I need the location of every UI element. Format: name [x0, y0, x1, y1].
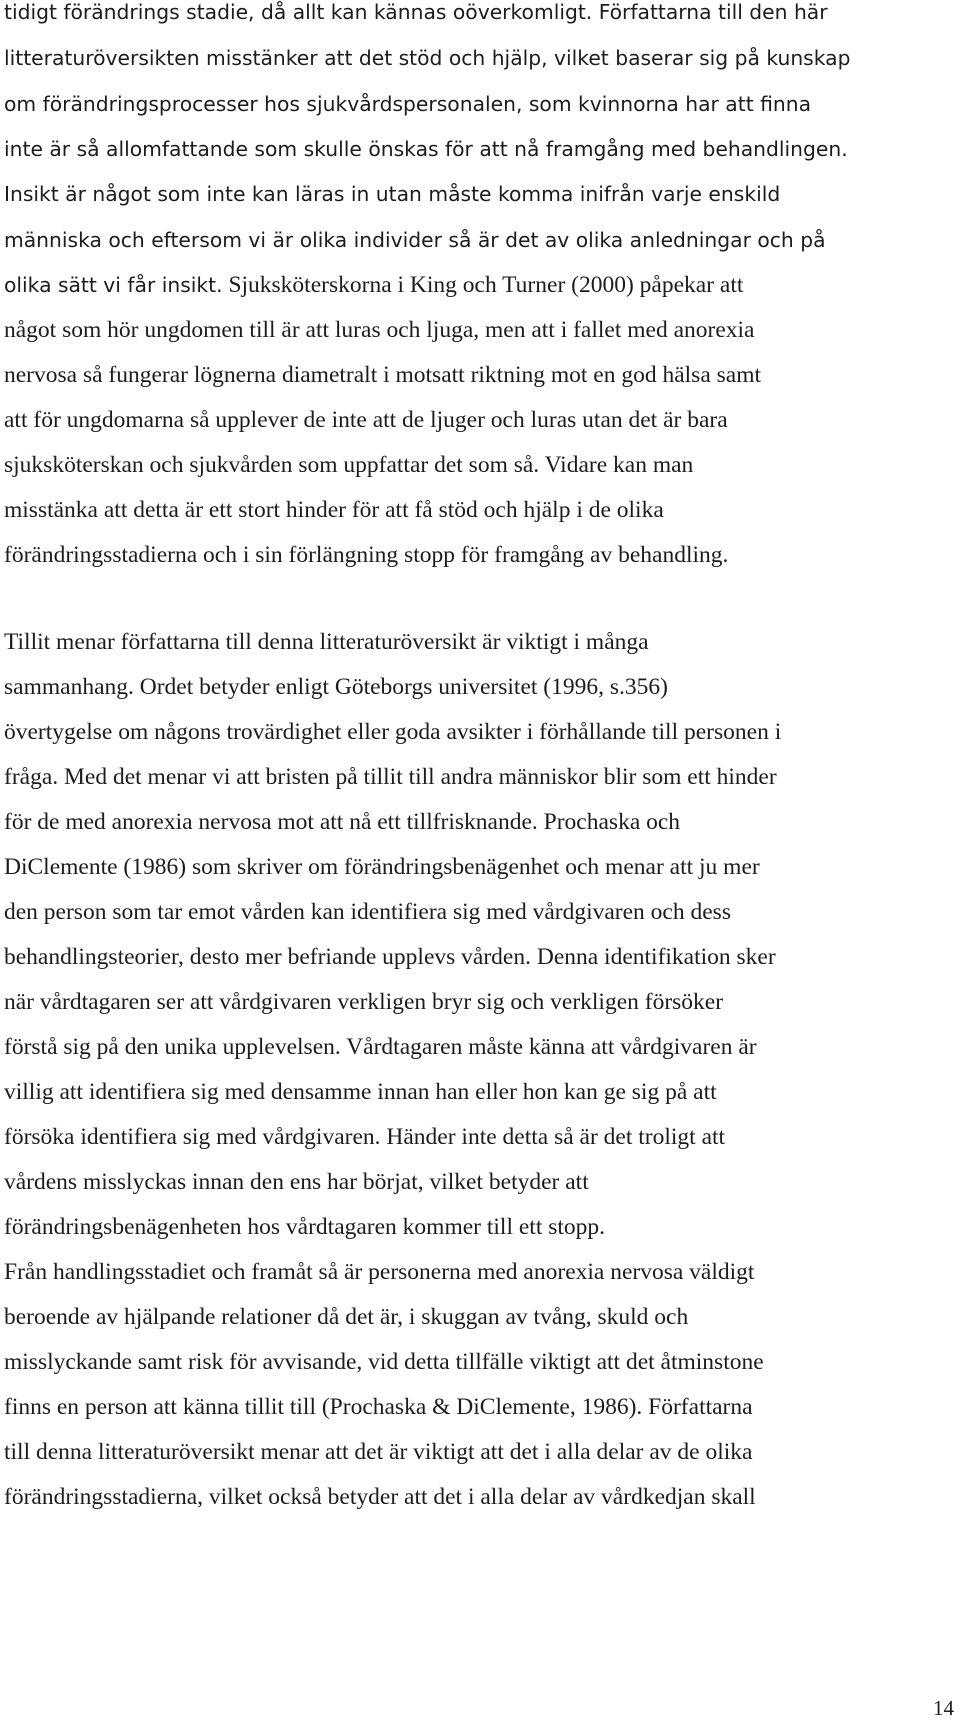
text-line: när vårdtagaren ser att vårdgivaren verkligen bryr sig och verkligen försöker: [4, 989, 724, 1015]
text-segment: olika sätt vi får insikt.: [4, 273, 223, 297]
text-line: Tillit menar författarna till denna litteraturöversikt är viktigt i många: [4, 629, 649, 655]
text-line: tidigt förändrings stadie, då allt kan kännas oöverkomligt. Författarna till den här: [4, 0, 828, 24]
page-number: 14: [933, 1696, 954, 1720]
text-line: sjuksköterskan och sjukvården som uppfattar det som så. Vidare kan man: [4, 452, 694, 478]
text-line: människa och eftersom vi är olika individer så är det av olika anledningar och på: [4, 228, 826, 252]
text-line: misslyckande samt risk för avvisande, vid detta tillfälle viktigt att det åtminstone: [4, 1349, 764, 1375]
text-line: nervosa så fungerar lögnerna diametralt i motsatt riktning mot en god hälsa samt: [4, 362, 762, 388]
text-line: sammanhang. Ordet betyder enligt Göteborgs universitet (1996, s.356): [4, 674, 668, 700]
text-line: finns en person att känna tillit till (Prochaska & DiClemente, 1986). Författarna: [4, 1394, 753, 1420]
text-line: misstänka att detta är ett stort hinder för att få stöd och hjälp i de olika: [4, 497, 664, 523]
text-line: behandlingsteorier, desto mer befriande upplevs vården. Denna identifikation sker: [4, 944, 776, 970]
text-line: förändringsstadierna och i sin förlängning stopp för framgång av behandling.: [4, 542, 729, 568]
text-line: Från handlingsstadiet och framåt så är personerna med anorexia nervosa väldigt: [4, 1259, 755, 1285]
text-line-mixed: [4, 270, 743, 300]
text-line: beroende av hjälpande relationer då det är, i skuggan av tvång, skuld och: [4, 1304, 689, 1330]
text-line: förändringsbenägenheten hos vårdtagaren kommer till ett stopp.: [4, 1214, 606, 1240]
text-line: förändringsstadierna, vilket också betyder att det i alla delar av vårdkedjan skall: [4, 1484, 756, 1510]
text-line: för de med anorexia nervosa mot att nå ett tillfrisknande. Prochaska och: [4, 809, 681, 835]
text-line: fråga. Med det menar vi att bristen på tillit till andra människor blir som ett hinder: [4, 764, 777, 790]
text-line: om förändringsprocesser hos sjukvårdspersonalen, som kvinnorna har att finna: [4, 92, 812, 116]
text-line: att för ungdomarna så upplever de inte att de ljuger och luras utan det är bara: [4, 407, 728, 433]
text-line: den person som tar emot vården kan identifiera sig med vårdgivaren och dess: [4, 899, 731, 925]
text-line: förstå sig på den unika upplevelsen. Vårdtagaren måste känna att vårdgivaren är: [4, 1034, 757, 1060]
text-line: villig att identifiera sig med densamme innan han eller hon kan ge sig på att: [4, 1079, 717, 1105]
text-line: inte är så allomfattande som skulle önskas för att nå framgång med behandlingen.: [4, 137, 848, 161]
text-line: Insikt är något som inte kan läras in utan måste komma inifrån varje enskild: [4, 182, 781, 206]
text-line: försöka identifiera sig med vårdgivaren. Händer inte detta så är det troligt att: [4, 1124, 726, 1150]
text-line: till denna litteraturöversikt menar att det är viktigt att det i alla delar av de olika: [4, 1439, 753, 1465]
text-line: vårdens misslyckas innan den ens har börjat, vilket betyder att: [4, 1169, 589, 1195]
text-line: DiClemente (1986) som skriver om förändringsbenägenhet och menar att ju mer: [4, 854, 760, 880]
text-segment: Sjuksköterskorna i King och Turner (2000) påpekar att: [228, 272, 744, 298]
text-line: litteraturöversikten misstänker att det stöd och hjälp, vilket baserar sig på kunskap: [4, 46, 851, 70]
text-line: övertygelse om någons trovärdighet eller goda avsikter i förhållande till personen i: [4, 719, 782, 745]
text-line: något som hör ungdomen till är att luras och ljuga, men att i fallet med anorexia: [4, 317, 755, 343]
